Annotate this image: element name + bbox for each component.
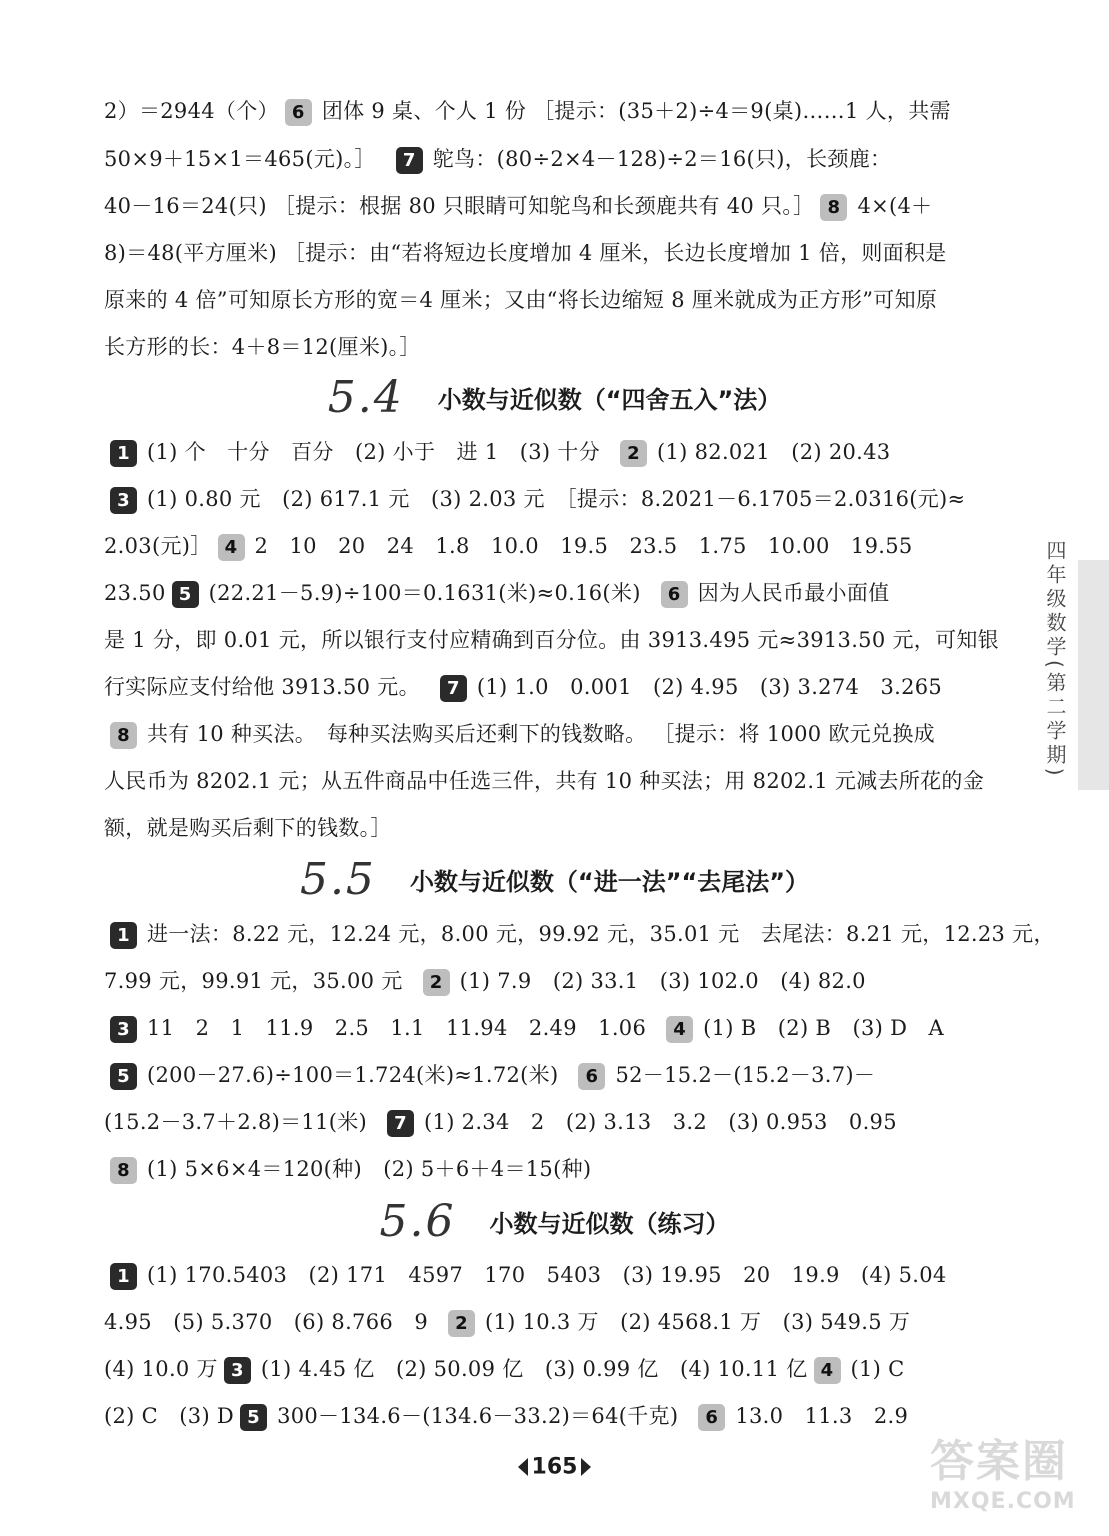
text-line: 7.99 元，99.91 元，35.00 元 2 (1) 7.9 (2) 33.1 (3) 102.0 (4) 82.0 [104,966,866,996]
text-line: 8 (1) 5×6×4＝120(种) (2) 5＋6＋4＝15(种) [104,1154,591,1184]
text-line: 40－16＝24(只) ［提示：根据 80 只眼睛可知鸵鸟和长颈鹿共有 40 只。］ 8 4×(4＋ [104,191,932,221]
section-number: 5.6 [379,1196,456,1247]
text-line: 3 (1) 0.80 元 (2) 617.1 元 (3) 2.03 元 ［提示：8.2021－6.1705＝2.0316(元)≈ [104,484,965,514]
question-badge-6: 6 [285,99,312,126]
question-badge-2: 2 [620,440,647,467]
section-title: 小数与近似数（“四舍五入”法） [437,386,782,414]
text-line: 人民币为 8202.1 元；从五件商品中任选三件，共有 10 种买法；用 8202.1 元减去所花的金 [104,769,985,793]
question-badge-4: 4 [666,1016,693,1043]
text-line: 1 进一法：8.22 元，12.24 元，8.00 元，99.92 元，35.01 元 去尾法：8.21 元，12.23 元， [104,919,1055,949]
page-number: 165 [0,1454,1109,1480]
question-badge-1: 1 [110,922,137,949]
question-badge-7: 7 [396,147,423,174]
text-line: 4.95 (5) 5.370 (6) 8.766 9 2 (1) 10.3 万 (2) 4568.1 万 (3) 549.5 万 [104,1307,910,1337]
question-badge-5: 5 [240,1404,267,1431]
text-line: 原来的 4 倍”可知原长方形的宽＝4 厘米；又由“将长边缩短 8 厘米就成为正方形”可知原 [104,288,938,312]
section-heading-5-5 [0,854,1109,905]
text-line: (15.2－3.7＋2.8)＝11(米) 7 (1) 2.34 2 (2) 3.13 3.2 (3) 0.953 0.95 [104,1107,897,1137]
edge-tab [1078,560,1109,790]
question-badge-3: 3 [110,1016,137,1043]
watermark-bottom: MXQE.COM [930,1489,1076,1514]
question-badge-8: 8 [110,722,137,749]
question-badge-4: 4 [814,1357,841,1384]
text-line: 50×9＋15×1＝465(元)。］ 7 鸵鸟：(80÷2×4－128)÷2＝16(只)，长颈鹿： [104,144,891,174]
question-badge-5: 5 [172,581,199,608]
text-line: 1 (1) 个 十分 百分 (2) 小于 进 1 (3) 十分 2 (1) 82.021 (2) 20.43 [104,437,890,467]
question-badge-4: 4 [218,534,245,561]
section-title: 小数与近似数（练习） [489,1210,730,1238]
text-line: 是 1 分，即 0.01 元，所以银行支付应精确到百分位。由 3913.495 元≈3913.50 元，可知银 [104,628,999,652]
watermark-top: 答案圈 [930,1436,1068,1487]
text-line: (4) 10.0 万 3 (1) 4.45 亿 (2) 50.09 亿 (3) 0.99 亿 (4) 10.11 亿 4 (1) C [104,1354,905,1384]
sidebar-label: 四年级数学(第二学期) [1043,540,1067,780]
question-badge-6: 6 [661,581,688,608]
arrow-left-icon [518,1458,528,1476]
text-line: 1 (1) 170.5403 (2) 171 4597 170 5403 (3) 19.95 20 19.9 (4) 5.04 [104,1260,947,1290]
text-line: 额，就是购买后剩下的钱数。］ [104,816,392,840]
question-badge-1: 1 [110,1263,137,1290]
question-badge-5: 5 [110,1063,137,1090]
section-title: 小数与近似数（“进一法”“去尾法”） [409,868,810,896]
text-line: 5 (200－27.6)÷100＝1.724(米)≈1.72(米) 6 52－15.2－(15.2－3.7)－ [104,1060,875,1090]
text-line: 8)＝48(平方厘米) ［提示：由“若将短边长度增加 4 厘米，长边长度增加 1 倍，则面积是 [104,241,947,265]
question-badge-7: 7 [387,1110,414,1137]
section-heading-5-4 [0,372,1109,423]
question-badge-6: 6 [578,1063,605,1090]
text-line: 3 11 2 1 11.9 2.5 1.1 11.94 2.49 1.06 4 (1) B (2) B (3) D A [104,1013,944,1043]
text-line: 2）＝2944（个） 6 团体 9 桌、个人 1 份 ［提示：(35＋2)÷4＝9(桌)……1 人，共需 [104,96,951,126]
text-line: 8 共有 10 种买法。 每种买法购买后还剩下的钱数略。 ［提示：将 1000 欧元兑换成 [104,719,935,749]
question-badge-8: 8 [110,1157,137,1184]
text-line: (2) C (3) D 5 300－134.6－(134.6－33.2)＝64(千克) 6 13.0 11.3 2.9 [104,1401,908,1431]
question-badge-6: 6 [698,1404,725,1431]
arrow-right-icon [581,1458,591,1476]
text-line: 行实际应支付给他 3913.50 元。 7 (1) 1.0 0.001 (2) 4.95 (3) 3.274 3.265 [104,672,942,702]
watermark-logo [930,1425,1105,1530]
question-badge-2: 2 [423,969,450,996]
question-badge-3: 3 [224,1357,251,1384]
section-number: 5.4 [327,372,404,423]
question-badge-7: 7 [440,675,467,702]
question-badge-3: 3 [110,487,137,514]
question-badge-2: 2 [448,1310,475,1337]
text-line: 长方形的长：4＋8＝12(厘米)。］ [104,335,421,359]
section-heading-5-6 [0,1196,1109,1247]
section-number: 5.5 [299,854,376,905]
text-line: 23.50 5 (22.21－5.9)÷100＝0.1631(米)≈0.16(米) 6 因为人民币最小面值 [104,578,889,608]
question-badge-8: 8 [820,194,847,221]
text-line: 2.03(元)］ 4 2 10 20 24 1.8 10.0 19.5 23.5 1.75 10.00 19.55 [104,531,913,561]
question-badge-1: 1 [110,440,137,467]
